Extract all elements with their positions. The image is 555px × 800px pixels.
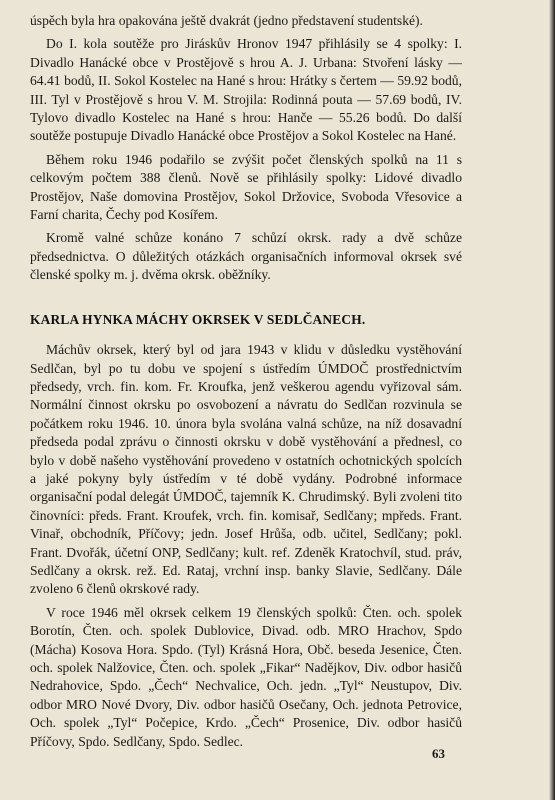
paragraph-3: Během roku 1946 podařilo se zvýšit počet členských spolků na 11 s celkovým počtem 388 členů. Nově se přihlásily spolky: Lidové divadlo Prostějov, Naše domovina Prostějov, Sokol Držovice, Svoboda Vřesovice a Farní charita, Čechy pod Kosířem. (30, 151, 462, 223)
page-text (30, 12, 462, 756)
paragraph-5: Máchův okrsek, který byl od jara 1943 v klidu v důsledku vystěhování Sedlčan, byl po tu dobu ve spojení s ústředím ÚMDOČ prostřednictvím předsedy, vrch. fin. kom. Fr. Kroufka, jenž veškerou agendu vyřizoval sám. Normální činnost okrsku po osvobození a návratu do Sedlčan rozvinula se počátkem roku 1946. 10. února byla svolána valná schůze, na níž dosavadní předseda podal zprávu o činnosti okrsku v době vystěhování a přednesl, co bylo v době našeho vystěhování provedeno v ostatních ochotnických spolcích a jaké pokyny byly ústředím v té době vydány. Podrobné informace organisační podal delegát ÚMDOČ, tajemník K. Chrudimský. Byli zvoleni tito činovníci: předs. Frant. Kroufek, vrch. fin. komisař, Sedlčany; mpředs. Frant. Vinař, obchodník, Příčovy; jedn. Josef Hrůša, odb. učitel, Sedlčany; pokl. Frant. Dvořák, účetní ONP, Sedlčany; kult. ref. Zdeněk Kratochvíl, stud. práv, Sedlčany a okrsk. rež. Ed. Rataj, vrchní insp. banky Slavie, Sedlčany. Dále zvoleno 6 členů okrskové rady. (30, 342, 462, 597)
page-edge-shadow (549, 0, 555, 800)
paragraph-4: Kromě valné schůze konáno 7 schůzí okrsk. rady a dvě schůze předsednictva. O důležitých otázkách organisačních informoval okrsek své členské spolky m. j. dvěma okrsk. oběžníky. (30, 230, 462, 283)
page-number: 63 (432, 746, 445, 761)
paragraph-1: úspěch byla hra opakována ještě dvakrát (jedno představení studentské). (30, 13, 423, 28)
section-heading: KARLA HYNKA MÁCHY OKRSEK V SEDLČANECH. (30, 311, 366, 327)
paragraph-6: V roce 1946 měl okrsek celkem 19 členských spolků: Čten. och. spolek Borotín, Čten. och. spolek Dublovice, Divad. odb. MRO Hrachov, Spdo (Mácha) Kosova Hora. Spdo. (Tyl) Krásná Hora, Obč. beseda Jesenice, Čten. och. spolek Nalžovice, Čten. och. spolek „Fikar“ Nadějkov, Div. odbor hasičů Nedrahovice, Spdo. „Čech“ Nechvalice, Och. jedn. „Tyl“ Neustupov, Div. odbor MRO Nové Dvory, Div. odbor hasičů Osečany, Och. jednota Petrovice, Och. spolek „Tyl“ Počepice, Krdo. „Čech“ Prosenice, Div. odbor hasičů Příčovy, Spdo. Sedlčany, Spdo. Sedlec. (30, 604, 462, 749)
paragraph-2: Do I. kola soutěže pro Jiráskův Hronov 1947 přihlásily se 4 spolky: I. Divadlo Hanácké obce v Prostějově s hrou A. J. Urbana: Stvoření lásky — 64.41 bodů, II. Sokol Kostelec na Hané s hrou: Hrátky s čertem — 59.92 bodů, III. Tyl v Prostějově s hrou V. M. Strojila: Rodinná pouta — 57.69 bodů, IV. Tylovo divadlo Kostelec na Hané s hrou: Hanče — 55.26 bodů. Do další soutěže postupuje Divadlo Hanácké obce Prostějov a Sokol Kostelec na Hané. (30, 36, 462, 144)
